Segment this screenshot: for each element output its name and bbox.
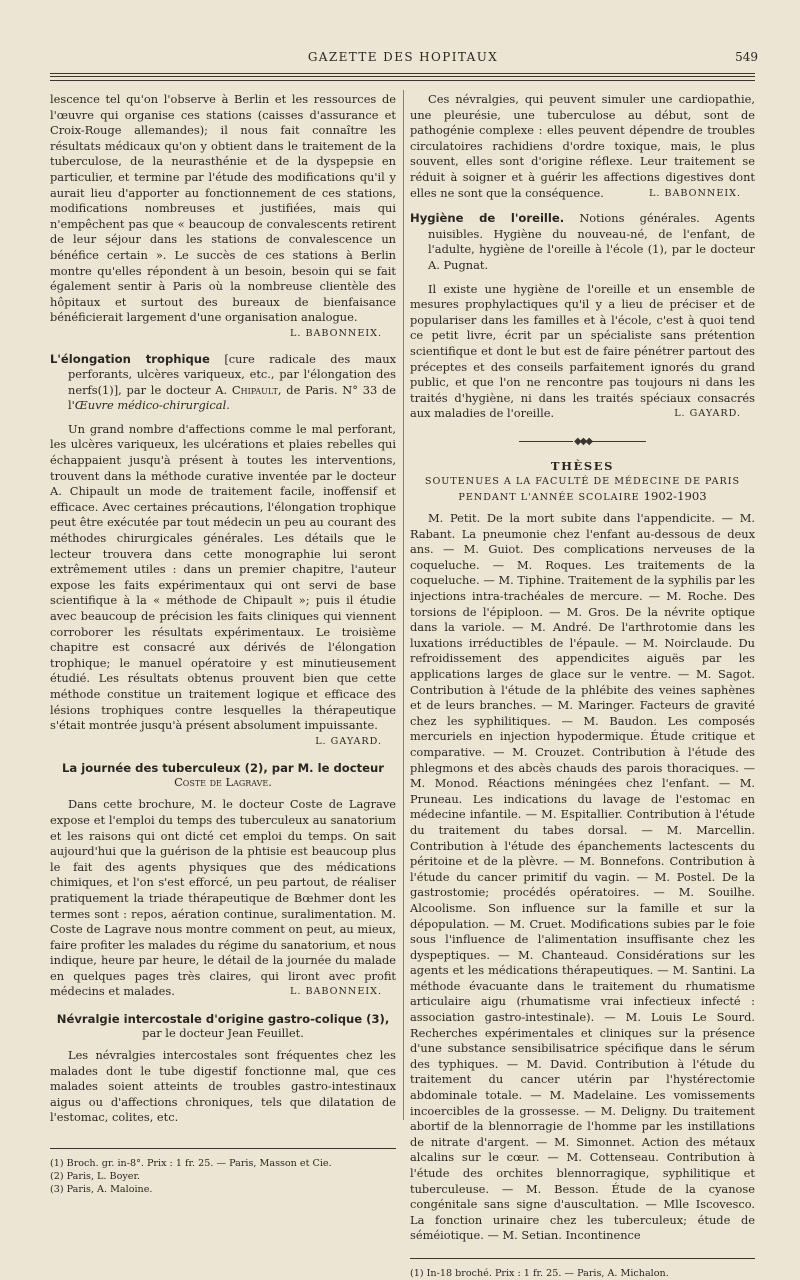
heading-line-2: par le docteur Jean Feuillet. <box>142 1026 304 1041</box>
review-heading-tuberculeux <box>50 761 396 789</box>
header-rule-top <box>50 73 755 74</box>
review-heading-elongation <box>50 352 396 414</box>
review-elongation-text: Un grand nombre d'affections comme le mal perforant, les ulcères variqueux, les ulcérations et plaies rebelles qui échappaient jusqu'à présent à toutes les interventions, trouvent dans la méthode curative inventée par le docteur A. Chipault un mode de traitement facile, inoffensif et efficace. Avec certaines précautions, l'élongation trophique peut être exécutée par tout médecin un peu au courant des méthodes chirurgicales générales. Les détails que le lecteur trouvera dans cette monographie lui seront extrêmement utiles : dans un premier chapitre, l'auteur expose les faits expérimentaux qui ont servi de base scientifique à la « méthode de Chipault »; puis il étudie avec beaucoup de précision les faits cliniques qui viennent corroborer les résultats expérimentaux. Le troisième chapitre est consacré aux dérivés de l'élongation trophique; le manuel opératoire y est minutieusement étudié. Les résultats obtenus prouvent bien que cette méthode constitue un traitement logique et efficace des lésions trophiques contre lesquelles la thérapeutique s'était montrée jusqu'à présent absolument impuissante. <box>50 421 396 733</box>
heading-tail: , de Paris. N° 33 de l' <box>68 382 396 413</box>
theses-title: THÈSES <box>550 459 615 474</box>
footnotes <box>410 1258 755 1280</box>
heading-text: Notions générales. Agents nuisibles. Hygiène du nouveau-né, de l'enfant, de l'adulte, hygiène de l'oreille à l'école (1), par le docteur A. Pugnat. <box>428 211 755 272</box>
journal-title: GAZETTE DES HOPITAUX <box>307 50 499 64</box>
heading-line-1: Névralgie intercostale d'origine gastro-colique (3), <box>56 1012 390 1027</box>
review-nevralgie-continuation-text: Ces névralgies, qui peuvent simuler une cardiopathie, une pleurésie, une tuberculose au début, sont de pathogénie complexe : elles peuvent dépendre de troubles circulatoires rachidiens d'ordre toxique, mais, le plus souvent, elles sont d'origine réflexe. Leur traitement se réduit à soigner et à guérir les affections digestives dont elles ne sont que la conséquence. <box>410 92 755 200</box>
theses-list: M. Petit. De la mort subite dans l'appendicite. — M. Rabant. La pneumonie chez l'enfant au-dessous de deux ans. — M. Guiot. Des complications nerveuses de la coqueluche. — M. Roques. Les traitements de la coqueluche. — M. Tiphine. Traitement de la syphilis par les injections intra-trachéales de mercure. — M. Roche. Des torsions de l'épiploon. — M. Gros. De la névrite optique dans la variole. — M. André. De l'arthrotomie dans les luxations irréductibles de l'épaule. — M. Noirclaude. Du refroidissement des appendicites aiguës par les applications larges de glace sur le ventre. — M. Sagot. Contribution à l'étude de la phlébite des veines saphènes et de leurs branches. — M. Maringer. Facteurs de gravité chez les syphilitiques. — M. Baudon. Les composés mercuriels en injection hypodermique. Étude critique et comparative. — M. Crouzet. Contribution à l'étude des phlegmons et des abcès chauds des parois thoraciques. — M. Monod. Réactions méningées chez l'enfant. — M. Pruneau. Les indications du lavage de l'estomac en médecine infantile. — M. Espitallier. Contribution à l'étude du traitement du tabes dorsal. — M. Marcellin. Contribution à l'étude des épanchements lactescents du péritoine et de la plèvre. — M. Bonnefons. Contribution à l'étude du cancer primitif du vagin. — M. Postel. De la gastrostomie; procédés opératoires. — M. Souilhe. Alcoolisme. Son influence sur la famille et sur la dépopulation. — M. Cruet. Modifications subies par le foie sous l'influence de l'alimentation insuffisante chez les dyspeptiques. — M. Chanteaud. Considérations sur les agents et les médications thérapeutiques. — M. Santini. La méthode évacuante dans le traitement du rhumatisme articulaire aigu (rhumatisme vrai infectieux infecté : association gastro-intestinale). — M. Louis Le Sourd. Recherches expérimentales et cliniques sur la présence d'une substance sensibilisatrice spécifique dans le sérum des typhiques. — M. David. Contribution à l'étude du traitement du cancer utérin par l'hystérectomie abdominale totale. — M. Madelaine. Les vomissements incoercibles de la grossesse. — M. Deligny. Du traitement abortif de la blennorragie de l'homme par les instillations de nitrate d'argent. — M. Simonnet. Action des métaux alcalins sur le cœur. — M. Cottenseau. Contribution à l'étude des orchites blennorragique, syphilitique et tuberculeuse. — M. Besson. Étude de la cyanose congénitale sans signe d'auscultation. — Mlle Iscovesco. La fonction urinaire chez les tuberculeux; étude de séméiotique. — M. Setian. Incontinence <box>410 511 755 1243</box>
header-rule-bottom-2 <box>50 80 755 81</box>
review-oreille-text: Il existe une hygiène de l'oreille et un ensemble de mesures prophylactiques qu'il y a lieu de préciser et de populariser dans les familles et à l'école, c'est à quoi tend ce petit livre, écrit par un spécialiste sans prétention scientifique et dont le but est de faire pénétrer partout des préceptes et des conseils parfaitement ignorés du grand public, et que l'on ne rencontre pas toujours ni dans les traités d'hygiène, ni dans les traités spéciaux consacrés aux maladies de l'oreille. <box>410 281 755 421</box>
right-column <box>410 92 755 1280</box>
footnotes <box>50 1148 396 1196</box>
heading-line-2: Coste de Lagrave. <box>174 775 272 790</box>
heading-line-1: La journée des tuberculeux (2), par M. le docteur <box>61 761 385 776</box>
section-ornament: ◆◆◆ <box>410 434 755 450</box>
header-rule-bottom <box>50 76 755 77</box>
review-heading-nevralgie <box>50 1012 396 1040</box>
footnote: (3) Paris, A. Maloine. <box>50 1184 153 1196</box>
running-header <box>48 50 758 70</box>
review-oreille <box>410 282 755 422</box>
review-tuberculeux-text: Dans cette brochure, M. le docteur Coste de Lagrave expose et l'emploi du temps des tuberculeux au sanatorium et les raisons qui ont dicté cet emploi du temps. On sait aujourd'hui que la guérison de la phtisie est beaucoup plus le fait des agents physiques que des médications chimiques, et l'on s'est efforcé, un peu partout, de réaliser pratiquement la triade thérapeutique de Bœhmer dont les termes sont : repos, aération continue, suralimentation. M. Coste de Lagrave nous montre comment on peut, au mieux, faire profiter les malades du régime du sanatorium, et nous indique, heure par heure, le détail de la journée du malade en quelques pages très claires, qui liront avec profit médecins et malades. <box>50 797 396 999</box>
signature: L. BABONNEIX. <box>289 986 382 998</box>
page-number: 549 <box>735 50 758 64</box>
signature: L. GAYARD. <box>674 408 741 420</box>
left-column <box>50 92 396 1196</box>
footnote: (1) In-18 broché. Prix : 1 fr. 25. — Paris, A. Michalon. <box>410 1267 669 1279</box>
heading-bold: L'élongation trophique <box>50 351 210 366</box>
theses-subtitle-line-1: SOUTENUES A LA FACULTÉ DE MÉDECINE DE PARIS <box>424 476 741 488</box>
theses-subtitle <box>410 475 755 505</box>
review-nevralgie-continuation <box>410 92 755 201</box>
signature: L. BABONNEIX. <box>289 327 382 339</box>
review-nevralgie: Les névralgies intercostales sont fréquentes chez les malades dont le tube digestif fonctionne mal, que ces malades soient atteints de troubles gastro-intestinaux aigus ou d'affections chroniques, tels que dilatation de l'estomac, colites, etc. <box>50 1048 396 1125</box>
heading-text: [cure radicale des maux perforants, ulcères variqueux, etc., par l'élongation des nerfs(1)], par le docteur A. <box>68 351 396 397</box>
signature: L. GAYARD. <box>315 735 382 747</box>
review-heading-oreille <box>410 211 755 273</box>
theses-year: 1902-1903 <box>643 489 707 504</box>
footnote: (1) Broch. gr. in-8°. Prix : 1 fr. 25. — Paris, Masson et Cie. <box>50 1158 332 1170</box>
review-elongation <box>50 421 396 747</box>
theses-subtitle-line-2: PENDANT L'ANNÉE SCOLAIRE <box>458 492 640 504</box>
column-separator <box>403 90 404 1120</box>
review-continuation <box>50 92 396 339</box>
review-tuberculeux <box>50 797 396 1000</box>
heading-author: Chipault <box>231 382 278 397</box>
signature: L. BABONNEIX. <box>648 187 741 199</box>
review-continuation-text: lescence tel qu'on l'observe à Berlin et les ressources de l'œuvre qui organise ces stations (caisses d'assurance et Croix-Rouge allemandes); il nous fait connaître les résultats médicaux qu'on y obtient dans le traitement de la tuberculose, de la neurasthénie et de la dyspepsie en particulier, et termine par l'étude des modifications qu'il y aurait lieu d'apporter au fonctionnement de ces stations, modifications nombreuses et justifiées, mais qui n'empêchent pas que « beaucoup de convalescents retirent de leur séjour dans les stations de convalescence un bénéfice certain ». Le succès de ces stations à Berlin montre qu'elles répondent à un besoin, besoin qui se fait également sentir à Paris où la nombreuse clientèle des hôpitaux et surtout des bureaux de bienfaisance bénéficierait largement d'une organisation analogue. <box>50 92 396 325</box>
footnote: (2) Paris, L. Boyer. <box>50 1171 141 1183</box>
heading-italic: Œuvre médico-chirurgical. <box>74 398 230 413</box>
heading-bold: Hygiène de l'oreille. <box>410 211 565 226</box>
